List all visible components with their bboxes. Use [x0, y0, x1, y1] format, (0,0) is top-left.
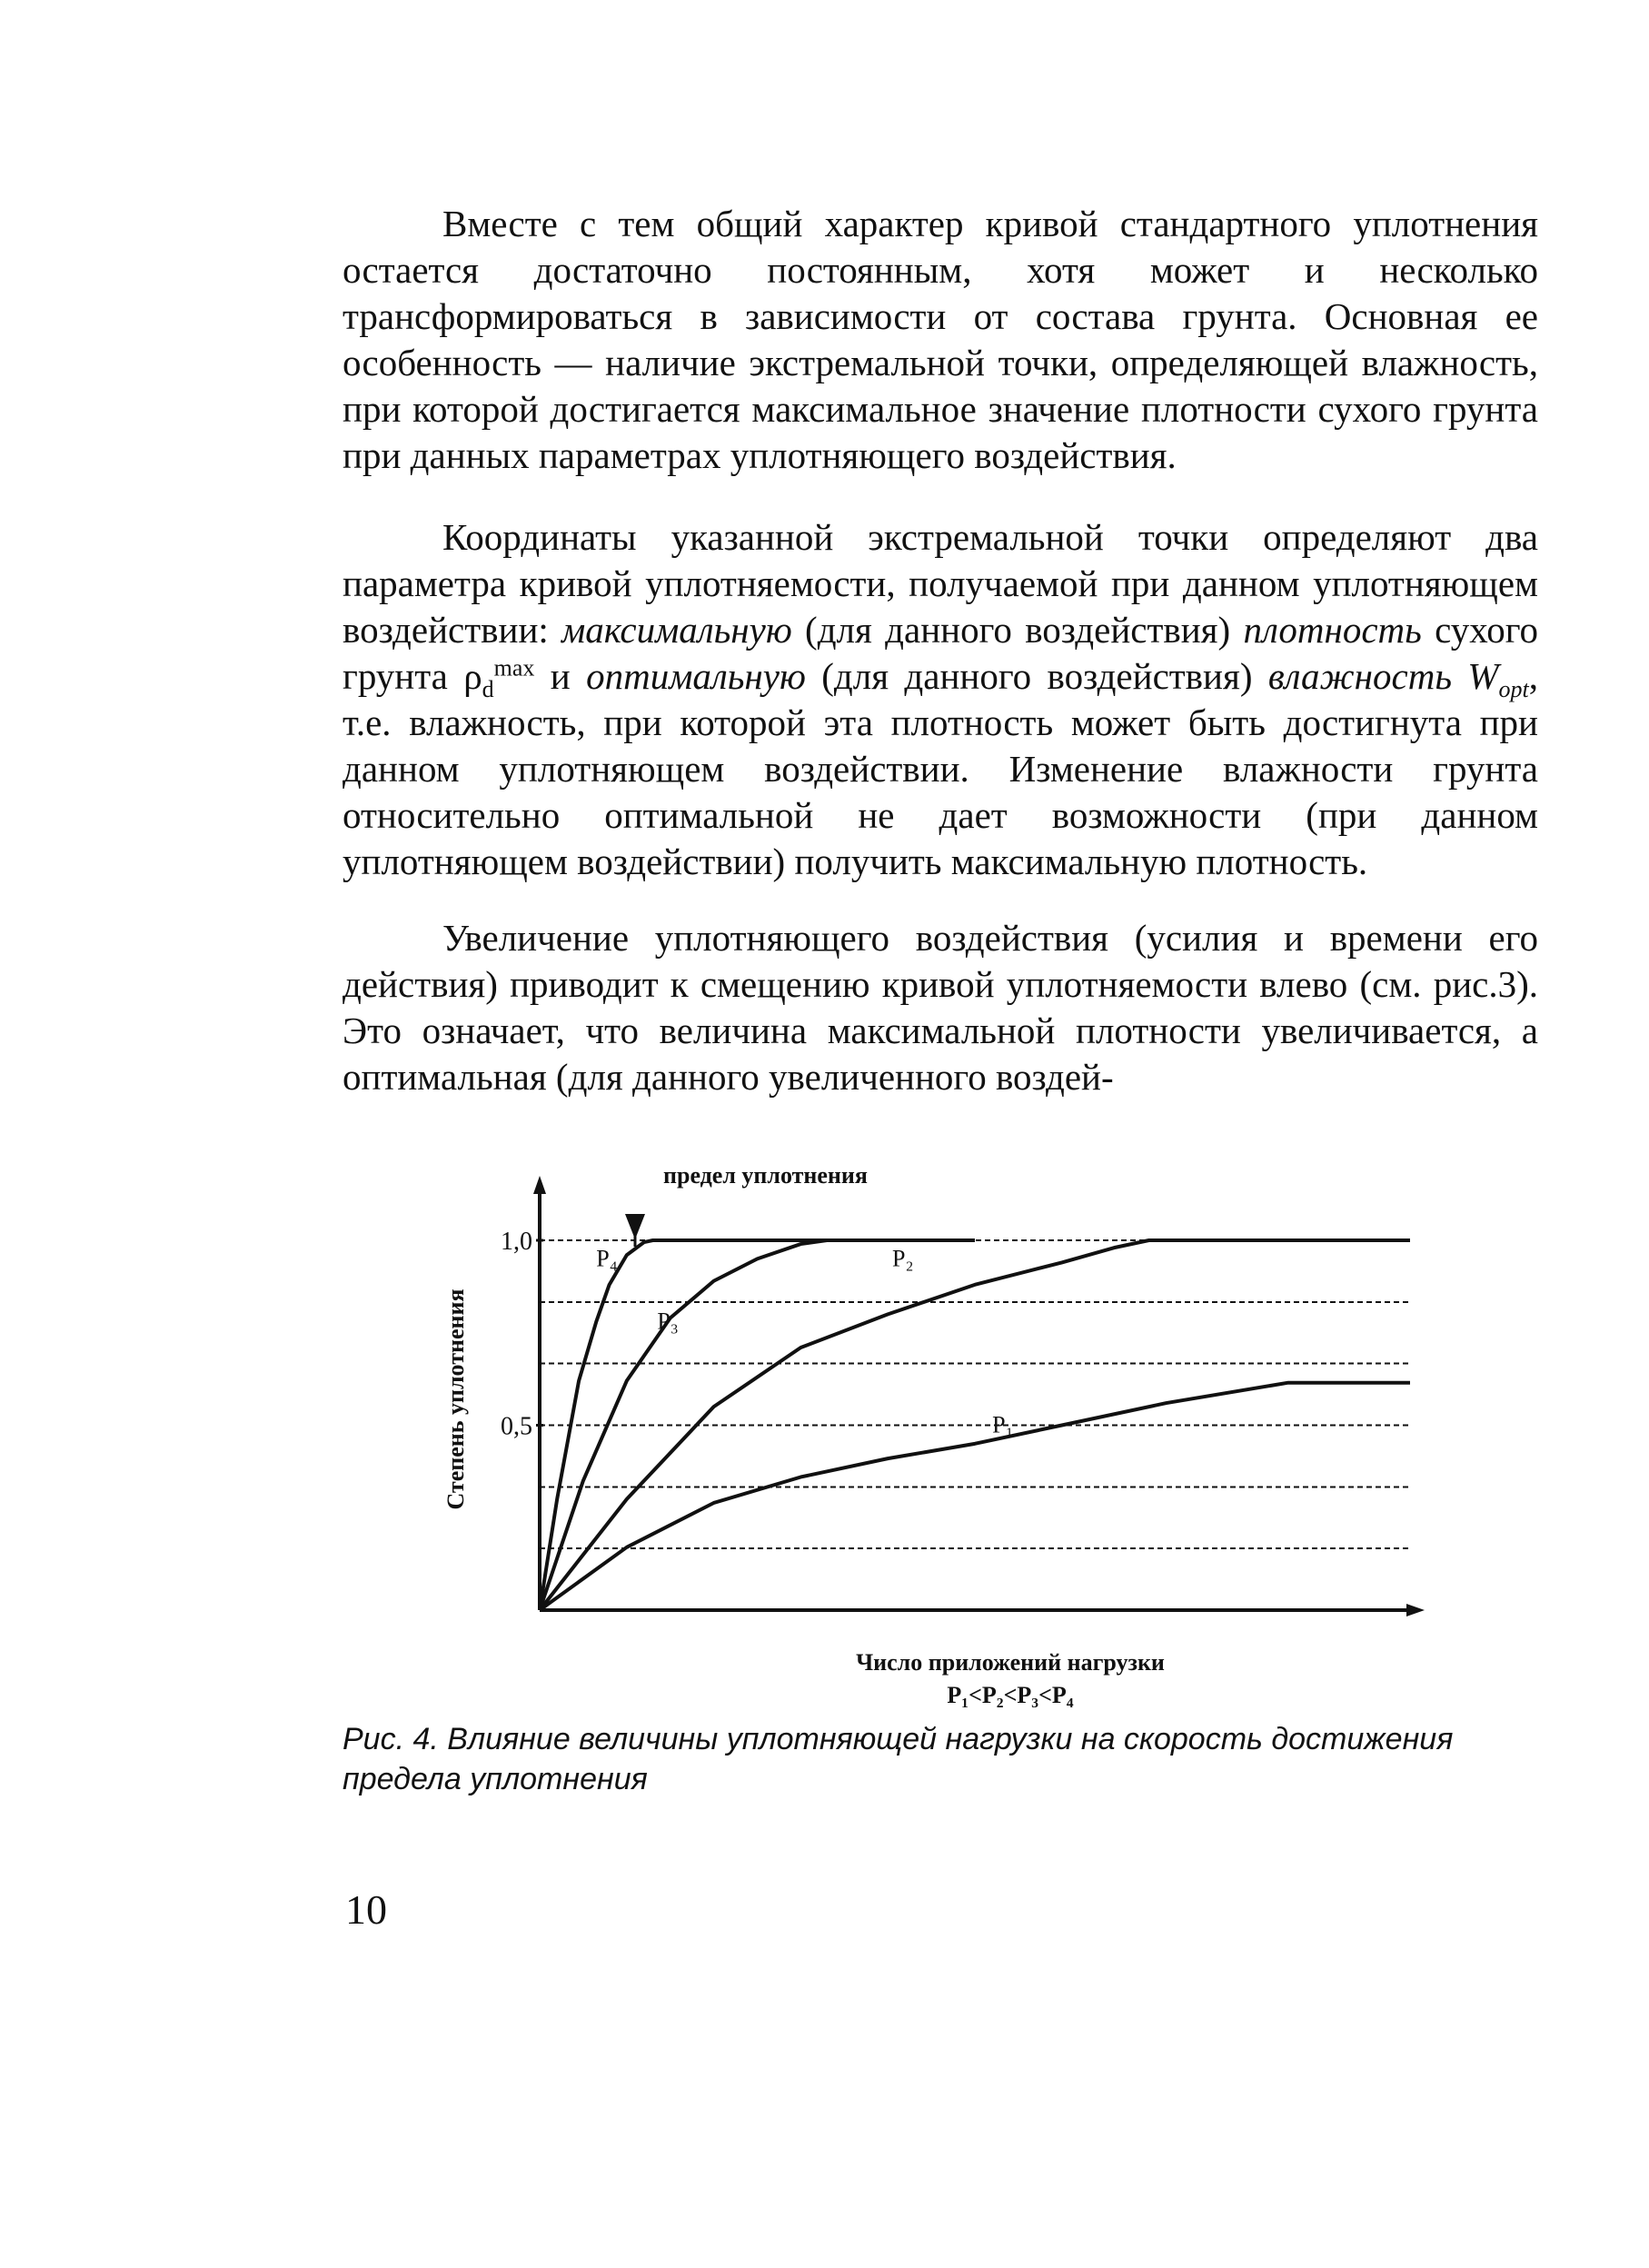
series-labels [596, 1245, 1013, 1437]
term-density: плотность [1243, 609, 1422, 651]
p2-text: сухого грунта [343, 609, 1538, 697]
figure-caption: Рис. 4. Влияние величины уплотняющей нагрузки на скорость достижения предела уплотнения [343, 1722, 1454, 1796]
rho-symbol: ρ [463, 655, 482, 697]
rho-superscript: max [493, 654, 535, 681]
p2-text [1452, 655, 1467, 697]
compaction-chart [427, 1145, 1445, 1726]
p2-text: Координаты указанной экстремальной точки определяют два параметра кривой уплотняемости, получаемой при данном уплотняющем воздействии: [343, 516, 1538, 651]
x-axis-arrow [1406, 1604, 1425, 1616]
series-label-2: P₃ [657, 1308, 679, 1335]
paragraph-3: Увеличение уплотняющего воздействия (усилия и времени его действия) приводит к смещению кривой уплотняемости влево (см. рис.3). Это означает, что величина максимальной плотности увеличивается, а оптимальная (для данного увеличенного воздей- [343, 917, 1538, 1098]
y-tick-labels [501, 1228, 543, 1441]
y-tick-label: 1,0 [501, 1228, 532, 1256]
term-optimal: оптимальную [586, 655, 806, 697]
series-line-4 [540, 1383, 1410, 1610]
page-number: 10 [345, 1886, 387, 1933]
p2-text: (для данного воздействия) [791, 609, 1244, 651]
w-symbol: W [1467, 655, 1499, 697]
y-axis-label: Степень уплотнения [442, 1288, 469, 1510]
p2-text: и [534, 655, 587, 697]
y-tick-label: 0,5 [501, 1412, 532, 1441]
series-label-1: P₄ [596, 1245, 618, 1272]
p2-text: , т.е. влажность, при которой эта плотность может быть достигнута при данном уплотняющем воздействии. Изменение влажности грунта относительно оптимальной не дает возможности (при данном уплотняющем воздействии) получить максимальную плотность. [343, 655, 1538, 882]
p2-text: (для данного воздействия) [805, 655, 1268, 697]
rho-subscript: d [482, 676, 494, 703]
term-max: максимальную [561, 609, 792, 651]
series-label-3: P₂ [891, 1245, 914, 1272]
paragraph-2 [343, 514, 1538, 885]
x-axis-sublabel: P₁<P₂<P₃<P₄ [947, 1682, 1074, 1708]
series-label-4: P₁ [992, 1411, 1014, 1438]
x-axis-label: Число приложений нагрузки [856, 1649, 1165, 1676]
w-subscript [1499, 676, 1529, 702]
y-axis-arrow [533, 1176, 546, 1194]
term-moisture: влажность [1267, 655, 1452, 697]
chart-title: предел уплотнения [663, 1162, 868, 1189]
compaction-limit-marker-icon [625, 1214, 645, 1239]
w-subscript-text: opt [1498, 676, 1529, 703]
paragraph-1: Вместе с тем общий характер кривой стандартного уплотнения остается достаточно постоянным, хотя может и несколько трансформироваться в зависимости от состава грунта. Основная ее особенность — наличие экстремальной точки, определяющей влажность, при которой достигается максимальное значение плотности сухого грунта при данных параметрах уплотняющего воздействия. [343, 203, 1538, 476]
